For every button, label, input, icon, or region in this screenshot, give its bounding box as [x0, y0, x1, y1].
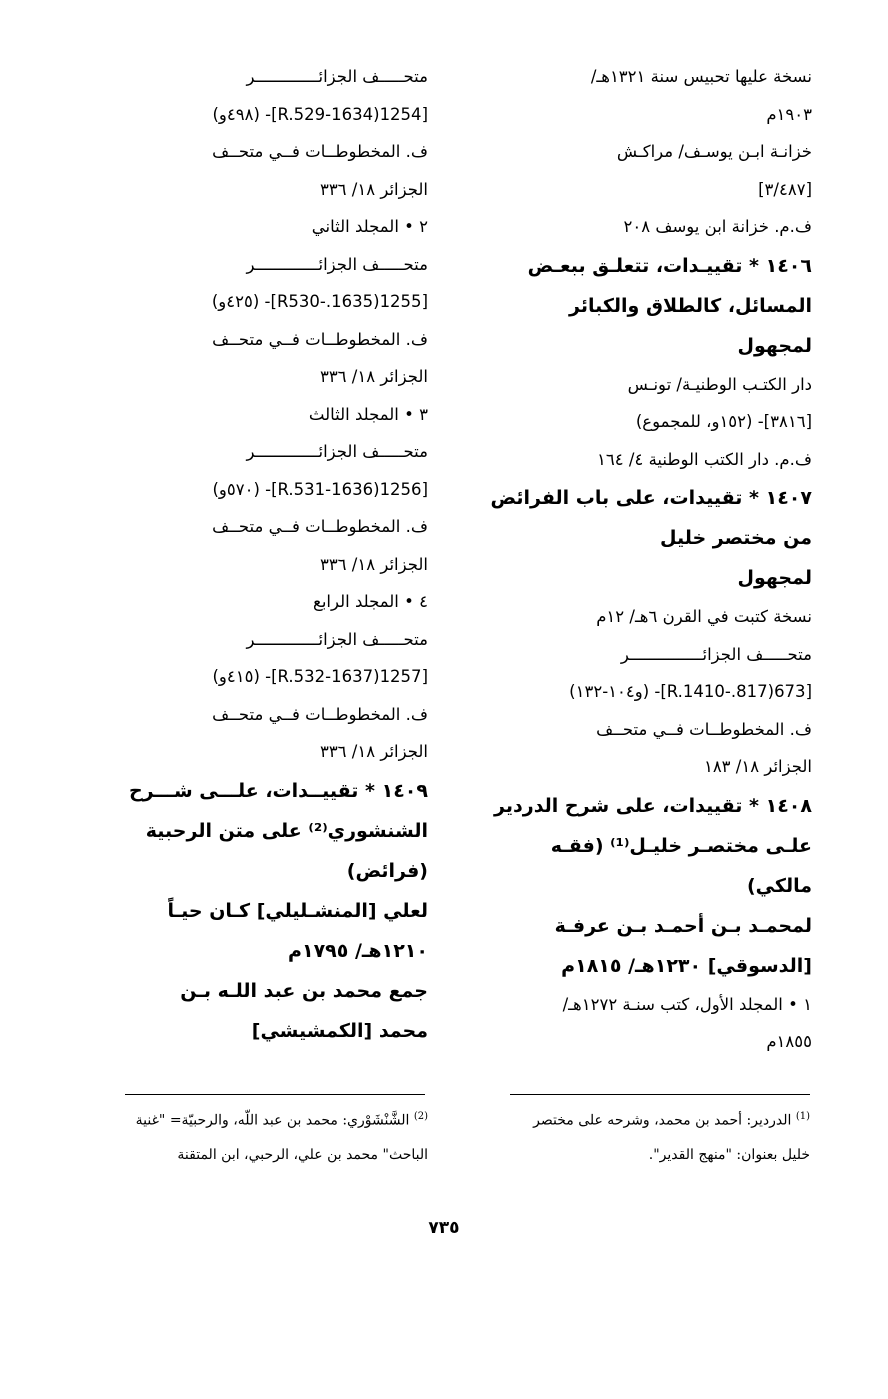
right-column-line: ١٤٠٨ * تقييدات، على شرح الدردير [494, 794, 812, 817]
footnote-1-marker: (1) [795, 1111, 810, 1122]
right-column-line: ١٨٥٥م [766, 1032, 812, 1051]
right-column-line: لمجهول [737, 334, 812, 357]
footnote-2-line-2: الباحث" محمد بن علي، الرحبي، ابن المتقنة [177, 1146, 428, 1163]
footnote-separator-right [510, 1094, 810, 1095]
left-column-line: متحـــــف الجزائـــــــــــــر [246, 67, 428, 86]
left-column [92, 58, 428, 1051]
left-column-line: ١٤٠٩ * تقييــدات، علـــى شـــرح [128, 779, 428, 802]
left-column-line: الشنشوري⁽²⁾ على متن الرحبية [145, 819, 428, 842]
footnote-2-marker: (2) [413, 1111, 428, 1122]
left-column-line: ٣ • المجلد الثالث [308, 404, 428, 424]
right-column-line: مالكي) [747, 874, 812, 897]
left-column-line: الجزائر ١٨/ ٣٣٦ [319, 554, 428, 574]
left-column-line: (فرائض) [346, 859, 428, 882]
left-column-line: [1254(1634-R.529]- (٤٩٨و) [212, 104, 428, 124]
right-column-line: ف.م. دار الكتب الوطنية ٤/ ١٦٤ [597, 449, 812, 469]
left-column-line: ٢ • المجلد الثاني [311, 217, 428, 236]
left-column-line: متحـــــف الجزائـــــــــــــر [246, 254, 428, 274]
right-column-line: خزانـة ابـن يوسـف/ مراكـش [616, 142, 812, 161]
footnote-2 [92, 1100, 428, 1172]
right-column-line: ١٤٠٧ * تقييدات، على باب الفرائض [490, 487, 812, 509]
left-column-line: محمد [الكمشيشي] [251, 1019, 428, 1042]
footnote-1-line-1 [470, 1100, 810, 1138]
right-column-line: [٣٨١٦]- (١٥٢و، للمجموع) [635, 412, 812, 431]
left-column-line: ف. المخطوطــات فــي متحــف [212, 704, 428, 724]
left-column-line: [1257(1637-R.532]- (٤١٥و) [212, 667, 428, 686]
left-column-line: ف. المخطوطــات فــي متحــف [212, 142, 428, 161]
left-column-line: الجزائر ١٨/ ٣٣٦ [319, 179, 428, 199]
left-column-line: متحـــــف الجزائـــــــــــــر [246, 629, 428, 649]
footnote-1-text-1: الدردير: أحمد بن محمد، وشرحه على مختصر [533, 1112, 792, 1129]
left-column-line: ف. المخطوطــات فــي متحــف [212, 329, 428, 349]
left-column-line: [1255(1635.-R530]- (٤٢٥و) [211, 292, 428, 311]
right-column-line: ف. المخطوطــات فــي متحــف [596, 719, 812, 739]
page-number: ٧٣٥ [428, 1218, 460, 1238]
left-column-line: لعلي [المنشـليلي] كـان حيـاً [167, 899, 428, 922]
right-column-line: من مختصر خليل [659, 527, 812, 549]
footnote-2-text-1: الشَّنْشَوْري: محمد بن عبد اللّه، والرحبيّة= "غنية [135, 1112, 410, 1129]
footnote-1 [470, 1100, 810, 1172]
right-column-line: ١٩٠٣م [766, 104, 812, 124]
left-column-line: ٤ • المجلد الرابع [313, 592, 428, 611]
right-column-line: ف.م. خزانة ابن يوسف ٢٠٨ [623, 217, 812, 236]
left-column-line: [1256(1636-R.531]- (٥٧٠و) [212, 479, 428, 499]
left-column-line: الجزائر ١٨/ ٣٣٦ [319, 367, 428, 386]
footnote-1-line-2: خليل بعنوان: "منهج القدير". [648, 1146, 810, 1163]
left-column-line: الجزائر ١٨/ ٣٣٦ [319, 742, 428, 761]
left-column-line: ف. المخطوطــات فــي متحــف [212, 517, 428, 536]
right-column-line: [673(817.-R.1410]- (و١٠٤-١٣٢) [569, 682, 812, 701]
right-column-line: علـى مختصـر خليـل⁽¹⁾ (فقـه [550, 834, 812, 857]
right-column-line: [٣/٤٨٧] [758, 179, 812, 199]
left-column-line: ١٢١٠هـ/ ١٧٩٥م [288, 939, 428, 962]
footnote-2-line-1 [92, 1100, 428, 1138]
right-column-line: [الدسوقي] ١٢٣٠هـ/ ١٨١٥م [561, 954, 812, 977]
right-column [480, 58, 812, 1061]
right-column-line: ١ • المجلد الأول، كتب سنـة ١٢٧٢هـ/ [562, 994, 812, 1014]
right-column-line: لمجهول [737, 567, 812, 589]
right-column-line: متحـــــف الجزائـــــــــــــــر [620, 644, 812, 664]
left-column-line: متحـــــف الجزائـــــــــــــر [246, 442, 428, 461]
right-column-line: دار الكتـب الوطنيـة/ تونـس [627, 374, 812, 394]
footnote-separator-left [125, 1094, 425, 1095]
right-column-line: نسخة عليها تحبيس سنة ١٣٢١هـ/ [590, 67, 812, 86]
right-column-line: نسخة كتبت في القرن ٦هـ/ ١٢م [596, 607, 812, 626]
right-column-line: المسائل، كالطلاق والكبائر [569, 294, 812, 317]
right-column-line: ١٤٠٦ * تقييـدات، تتعلـق ببعـض [527, 254, 812, 277]
left-column-line: جمع محمد بن عبد اللـه بـن [180, 979, 428, 1002]
right-column-line: لمحمـد بـن أحمـد بـن عرفـة [554, 914, 812, 937]
right-column-line: الجزائر ١٨/ ١٨٣ [703, 757, 812, 776]
